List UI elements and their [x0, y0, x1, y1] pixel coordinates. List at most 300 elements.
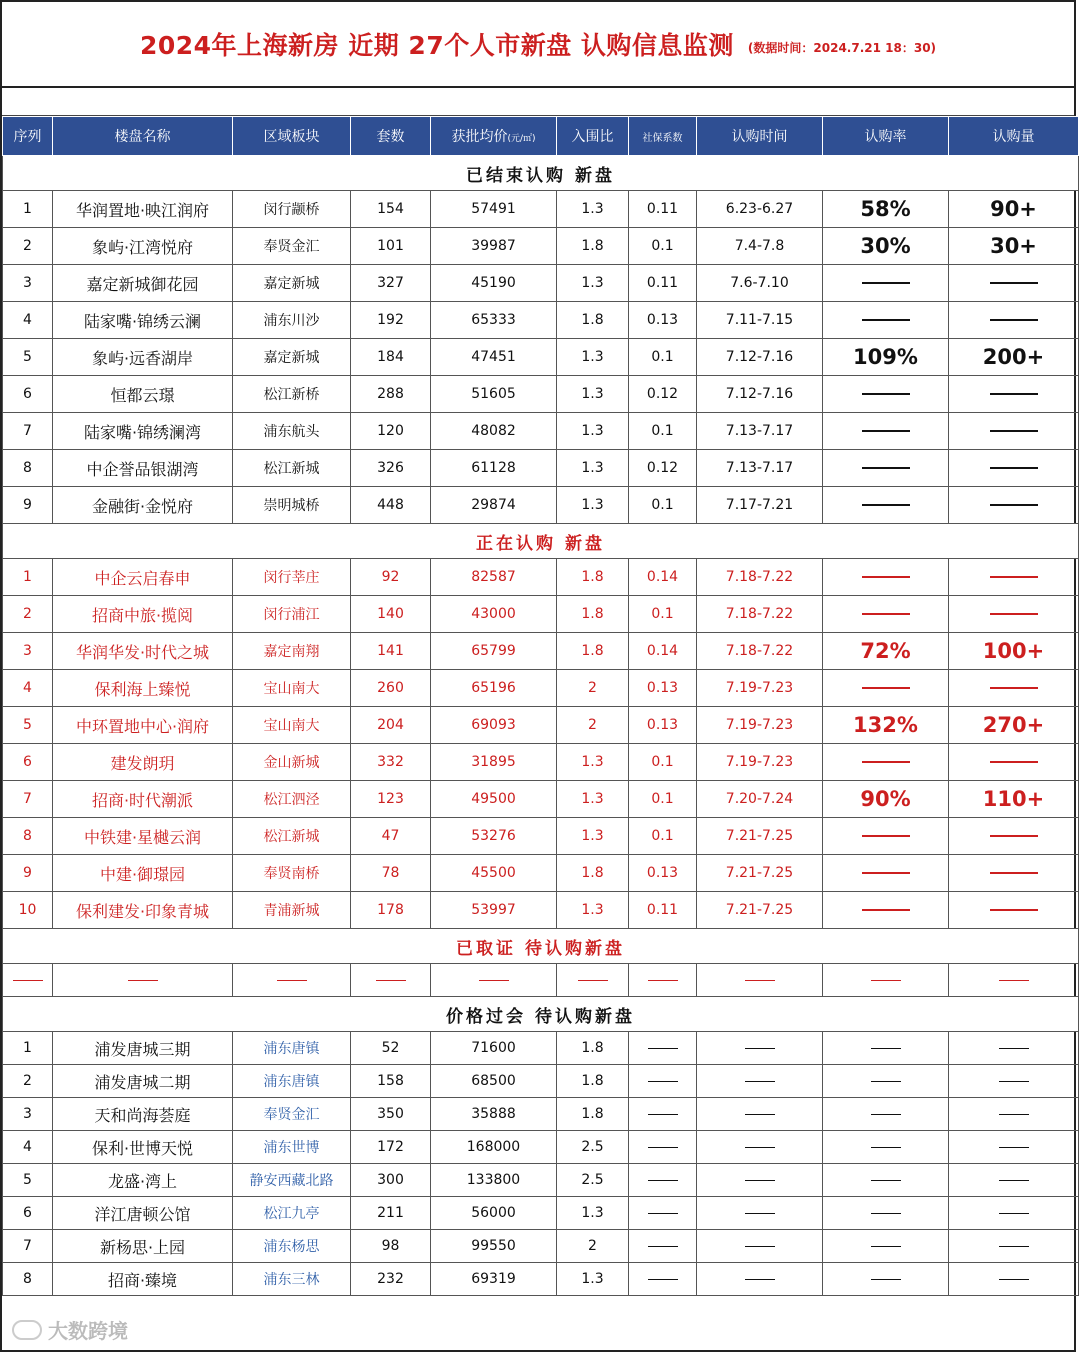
row-index: 8 — [3, 450, 53, 487]
project-price: 57491 — [431, 191, 557, 228]
project-volume — [949, 450, 1079, 487]
data-time: (数据时间：2024.7.21 18：30) — [747, 40, 937, 55]
project-volume — [949, 413, 1079, 450]
project-units: 448 — [351, 487, 431, 524]
project-name: 保利建发·印象青城 — [53, 892, 233, 929]
dash-mark — [999, 1246, 1029, 1247]
project-volume — [949, 818, 1079, 855]
project-name: 招商中旅·揽阅 — [53, 596, 233, 633]
project-rate — [823, 1263, 949, 1296]
project-price: 71600 — [431, 1032, 557, 1065]
dash-mark — [990, 319, 1038, 321]
watermark-text: 大数跨境 — [48, 1319, 128, 1343]
project-price: 61128 — [431, 450, 557, 487]
section-ended — [3, 156, 1079, 191]
row-index: 7 — [3, 1230, 53, 1263]
project-price: 69093 — [431, 707, 557, 744]
project-social: 0.12 — [629, 450, 697, 487]
project-rate — [823, 302, 949, 339]
table-row — [3, 818, 1079, 855]
row-index: 5 — [3, 1164, 53, 1197]
project-volume — [949, 1263, 1079, 1296]
project-price: 53276 — [431, 818, 557, 855]
project-area: 松江新城 — [233, 450, 351, 487]
project-name: 象屿·江湾悦府 — [53, 228, 233, 265]
project-social: 0.12 — [629, 376, 697, 413]
project-time: 7.21-7.25 — [697, 855, 823, 892]
project-price: 65196 — [431, 670, 557, 707]
empty-cell — [233, 964, 351, 997]
project-units: 47 — [351, 818, 431, 855]
project-area: 浦东世博 — [233, 1131, 351, 1164]
project-time — [697, 1164, 823, 1197]
row-index: 4 — [3, 302, 53, 339]
project-units: 204 — [351, 707, 431, 744]
project-volume: 90+ — [949, 191, 1079, 228]
project-time: 7.13-7.17 — [697, 450, 823, 487]
row-index: 4 — [3, 1131, 53, 1164]
spacer-row — [2, 88, 1074, 116]
dash-mark — [871, 980, 901, 981]
project-rate — [823, 1098, 949, 1131]
col-volume: 认购量 — [949, 117, 1079, 156]
project-name: 陆家嘴·锦绣澜湾 — [53, 413, 233, 450]
project-ratio: 1.8 — [557, 1065, 629, 1098]
project-time: 7.20-7.24 — [697, 781, 823, 818]
project-name: 招商·时代潮派 — [53, 781, 233, 818]
project-price: 39987 — [431, 228, 557, 265]
project-rate — [823, 596, 949, 633]
dash-mark — [871, 1213, 901, 1214]
project-rate — [823, 413, 949, 450]
project-units: 288 — [351, 376, 431, 413]
project-name: 中建·御璟园 — [53, 855, 233, 892]
dash-mark — [990, 835, 1038, 837]
dash-mark — [999, 1114, 1029, 1115]
empty-cell — [431, 964, 557, 997]
project-rate — [823, 670, 949, 707]
row-index: 7 — [3, 781, 53, 818]
dash-mark — [862, 872, 910, 874]
project-rate — [823, 559, 949, 596]
project-name: 招商·臻境 — [53, 1263, 233, 1296]
project-social: 0.14 — [629, 559, 697, 596]
project-volume — [949, 596, 1079, 633]
row-index: 2 — [3, 1065, 53, 1098]
project-area: 浦东杨思 — [233, 1230, 351, 1263]
dash-mark — [376, 980, 406, 981]
project-rate: 72% — [823, 633, 949, 670]
row-index: 8 — [3, 818, 53, 855]
col-time: 认购时间 — [697, 117, 823, 156]
project-area: 浦东川沙 — [233, 302, 351, 339]
dash-mark — [862, 504, 910, 506]
project-units: 101 — [351, 228, 431, 265]
project-area: 浦东唐镇 — [233, 1032, 351, 1065]
project-units: 300 — [351, 1164, 431, 1197]
project-social — [629, 1131, 697, 1164]
table-row — [3, 1230, 1079, 1263]
project-volume: 110+ — [949, 781, 1079, 818]
col-social: 社保系数 — [629, 117, 697, 156]
project-price: 48082 — [431, 413, 557, 450]
project-name: 陆家嘴·锦绣云澜 — [53, 302, 233, 339]
project-units: 158 — [351, 1065, 431, 1098]
project-area: 松江泗泾 — [233, 781, 351, 818]
project-time: 7.13-7.17 — [697, 413, 823, 450]
project-time: 7.12-7.16 — [697, 376, 823, 413]
project-social: 0.13 — [629, 670, 697, 707]
empty-cell — [949, 964, 1079, 997]
col-price-main: 获批均价 — [451, 129, 508, 145]
table-row — [3, 228, 1079, 265]
project-ratio: 1.8 — [557, 633, 629, 670]
dash-mark — [990, 613, 1038, 615]
row-index: 3 — [3, 1098, 53, 1131]
project-social: 0.1 — [629, 596, 697, 633]
project-units: 232 — [351, 1263, 431, 1296]
project-rate — [823, 892, 949, 929]
dash-mark — [648, 1147, 678, 1148]
dash-mark — [871, 1048, 901, 1049]
dash-mark — [862, 319, 910, 321]
project-area: 宝山南大 — [233, 670, 351, 707]
project-social: 0.1 — [629, 228, 697, 265]
dash-mark — [862, 613, 910, 615]
dash-mark — [648, 1048, 678, 1049]
project-ratio: 1.8 — [557, 1032, 629, 1065]
project-price: 31895 — [431, 744, 557, 781]
dash-mark — [862, 576, 910, 578]
row-index: 3 — [3, 633, 53, 670]
project-time — [697, 1263, 823, 1296]
table-row — [3, 633, 1079, 670]
dash-mark — [871, 1081, 901, 1082]
dash-mark — [862, 430, 910, 432]
table-row — [3, 302, 1079, 339]
row-index: 6 — [3, 744, 53, 781]
dash-mark — [990, 687, 1038, 689]
project-social — [629, 1065, 697, 1098]
project-volume — [949, 744, 1079, 781]
project-area: 嘉定新城 — [233, 265, 351, 302]
dash-mark — [745, 980, 775, 981]
project-price: 51605 — [431, 376, 557, 413]
dash-mark — [648, 1180, 678, 1181]
col-ratio: 入围比 — [557, 117, 629, 156]
project-units: 172 — [351, 1131, 431, 1164]
project-time — [697, 1032, 823, 1065]
col-idx: 序列 — [3, 117, 53, 156]
project-rate — [823, 1065, 949, 1098]
project-price: 65333 — [431, 302, 557, 339]
project-ratio: 2.5 — [557, 1164, 629, 1197]
project-area: 奉贤南桥 — [233, 855, 351, 892]
project-ratio: 1.3 — [557, 265, 629, 302]
project-ratio: 1.3 — [557, 1263, 629, 1296]
project-time: 7.21-7.25 — [697, 818, 823, 855]
project-price: 168000 — [431, 1131, 557, 1164]
project-time: 6.23-6.27 — [697, 191, 823, 228]
project-units: 52 — [351, 1032, 431, 1065]
project-volume — [949, 1098, 1079, 1131]
project-rate: 132% — [823, 707, 949, 744]
project-ratio: 1.3 — [557, 744, 629, 781]
project-name: 洋江唐顿公馆 — [53, 1197, 233, 1230]
project-volume — [949, 1197, 1079, 1230]
project-area: 松江九亭 — [233, 1197, 351, 1230]
project-name: 中企云启春申 — [53, 559, 233, 596]
project-ratio: 1.8 — [557, 559, 629, 596]
project-volume — [949, 302, 1079, 339]
dash-mark — [648, 980, 678, 981]
project-area: 金山新城 — [233, 744, 351, 781]
project-volume — [949, 1032, 1079, 1065]
project-area: 静安西藏北路 — [233, 1164, 351, 1197]
project-units: 192 — [351, 302, 431, 339]
table-row — [3, 559, 1079, 596]
empty-cell — [697, 964, 823, 997]
project-ratio: 1.3 — [557, 191, 629, 228]
project-price: 35888 — [431, 1098, 557, 1131]
project-units: 326 — [351, 450, 431, 487]
dash-mark — [745, 1279, 775, 1280]
project-rate: 30% — [823, 228, 949, 265]
project-name: 象屿·远香湖岸 — [53, 339, 233, 376]
project-rate: 109% — [823, 339, 949, 376]
project-volume: 100+ — [949, 633, 1079, 670]
table-row — [3, 781, 1079, 818]
project-price: 65799 — [431, 633, 557, 670]
project-area: 崇明城桥 — [233, 487, 351, 524]
project-area: 闵行莘庄 — [233, 559, 351, 596]
project-ratio: 2 — [557, 1230, 629, 1263]
dash-mark — [990, 909, 1038, 911]
project-price: 56000 — [431, 1197, 557, 1230]
dash-mark — [745, 1180, 775, 1181]
col-name: 楼盘名称 — [53, 117, 233, 156]
project-area: 闵行浦江 — [233, 596, 351, 633]
project-name: 中铁建·星樾云润 — [53, 818, 233, 855]
table-row — [3, 1098, 1079, 1131]
project-area: 奉贤金汇 — [233, 228, 351, 265]
project-volume — [949, 487, 1079, 524]
table-row — [3, 1065, 1079, 1098]
table-row — [3, 413, 1079, 450]
project-time: 7.18-7.22 — [697, 596, 823, 633]
project-time: 7.11-7.15 — [697, 302, 823, 339]
dash-mark — [128, 980, 158, 981]
project-ratio: 1.3 — [557, 818, 629, 855]
dash-mark — [999, 1147, 1029, 1148]
project-units: 350 — [351, 1098, 431, 1131]
project-rate — [823, 1164, 949, 1197]
project-social — [629, 1032, 697, 1065]
project-social: 0.14 — [629, 633, 697, 670]
col-price-unit: (元/㎡) — [507, 134, 536, 144]
section-price-passed — [3, 997, 1079, 1032]
project-rate — [823, 376, 949, 413]
dash-mark — [745, 1114, 775, 1115]
project-area: 浦东唐镇 — [233, 1065, 351, 1098]
table-row — [3, 670, 1079, 707]
dash-mark — [13, 980, 43, 981]
dash-mark — [990, 282, 1038, 284]
dash-mark — [999, 1279, 1029, 1280]
section-certified-label: 已取证 待认购新盘 — [3, 929, 1079, 964]
project-area: 青浦新城 — [233, 892, 351, 929]
dash-mark — [862, 393, 910, 395]
project-ratio: 1.8 — [557, 855, 629, 892]
row-index: 2 — [3, 596, 53, 633]
row-index: 6 — [3, 376, 53, 413]
project-name: 天和尚海荟庭 — [53, 1098, 233, 1131]
project-time: 7.19-7.23 — [697, 670, 823, 707]
table-row — [3, 1197, 1079, 1230]
project-price: 45500 — [431, 855, 557, 892]
project-name: 龙盛·湾上 — [53, 1164, 233, 1197]
col-units: 套数 — [351, 117, 431, 156]
table-row — [3, 1164, 1079, 1197]
project-area: 奉贤金汇 — [233, 1098, 351, 1131]
project-volume — [949, 892, 1079, 929]
project-name: 金融街·金悦府 — [53, 487, 233, 524]
project-social — [629, 1197, 697, 1230]
project-time: 7.19-7.23 — [697, 744, 823, 781]
project-name: 浦发唐城三期 — [53, 1032, 233, 1065]
project-name: 嘉定新城御花园 — [53, 265, 233, 302]
project-ratio: 1.3 — [557, 892, 629, 929]
project-area: 松江新桥 — [233, 376, 351, 413]
dash-mark — [990, 504, 1038, 506]
project-area: 浦东航头 — [233, 413, 351, 450]
dash-mark — [648, 1246, 678, 1247]
project-rate — [823, 487, 949, 524]
dash-mark — [999, 1081, 1029, 1082]
dash-mark — [862, 835, 910, 837]
project-social: 0.11 — [629, 892, 697, 929]
project-time: 7.12-7.16 — [697, 339, 823, 376]
project-units: 123 — [351, 781, 431, 818]
project-price: 29874 — [431, 487, 557, 524]
empty-cell — [351, 964, 431, 997]
project-volume — [949, 1164, 1079, 1197]
row-index: 8 — [3, 1263, 53, 1296]
dash-mark — [990, 872, 1038, 874]
dash-mark — [871, 1114, 901, 1115]
row-index: 6 — [3, 1197, 53, 1230]
section-price-passed-label: 价格过会 待认购新盘 — [3, 997, 1079, 1032]
dash-mark — [862, 909, 910, 911]
watermark — [12, 1315, 128, 1344]
section-ongoing — [3, 524, 1079, 559]
project-name: 浦发唐城二期 — [53, 1065, 233, 1098]
dash-mark — [990, 467, 1038, 469]
dash-mark — [745, 1147, 775, 1148]
project-name: 保利·世博天悦 — [53, 1131, 233, 1164]
dash-mark — [648, 1279, 678, 1280]
table-row — [3, 1131, 1079, 1164]
section-certified — [3, 929, 1079, 964]
dash-mark — [999, 1048, 1029, 1049]
project-units: 184 — [351, 339, 431, 376]
project-ratio: 2 — [557, 670, 629, 707]
project-area: 闵行颛桥 — [233, 191, 351, 228]
project-units: 332 — [351, 744, 431, 781]
project-social: 0.1 — [629, 487, 697, 524]
table-row — [3, 596, 1079, 633]
project-rate — [823, 1032, 949, 1065]
project-social: 0.13 — [629, 707, 697, 744]
project-price: 68500 — [431, 1065, 557, 1098]
project-social: 0.13 — [629, 302, 697, 339]
row-index: 7 — [3, 413, 53, 450]
project-units: 178 — [351, 892, 431, 929]
project-area: 浦东三林 — [233, 1263, 351, 1296]
project-ratio: 1.8 — [557, 228, 629, 265]
project-units: 211 — [351, 1197, 431, 1230]
project-units: 154 — [351, 191, 431, 228]
project-units: 141 — [351, 633, 431, 670]
project-units: 140 — [351, 596, 431, 633]
row-index: 3 — [3, 265, 53, 302]
section-ended-label: 已结束认购 新盘 — [3, 156, 1079, 191]
project-volume: 200+ — [949, 339, 1079, 376]
project-volume — [949, 376, 1079, 413]
project-social — [629, 1098, 697, 1131]
table-row — [3, 487, 1079, 524]
table-row — [3, 339, 1079, 376]
project-time: 7.21-7.25 — [697, 892, 823, 929]
project-rate — [823, 855, 949, 892]
dash-mark — [648, 1081, 678, 1082]
project-social — [629, 1263, 697, 1296]
row-index: 10 — [3, 892, 53, 929]
project-ratio: 1.3 — [557, 413, 629, 450]
project-price: 49500 — [431, 781, 557, 818]
project-price: 47451 — [431, 339, 557, 376]
empty-cell — [557, 964, 629, 997]
project-price: 133800 — [431, 1164, 557, 1197]
project-area: 松江新城 — [233, 818, 351, 855]
dash-mark — [578, 980, 608, 981]
table-row — [3, 265, 1079, 302]
dash-mark — [871, 1147, 901, 1148]
dash-mark — [990, 576, 1038, 578]
project-volume — [949, 1065, 1079, 1098]
project-social: 0.11 — [629, 191, 697, 228]
table-row — [3, 450, 1079, 487]
row-index: 5 — [3, 707, 53, 744]
dash-mark — [999, 1180, 1029, 1181]
project-time — [697, 1131, 823, 1164]
project-ratio: 1.3 — [557, 781, 629, 818]
project-volume: 30+ — [949, 228, 1079, 265]
project-time — [697, 1098, 823, 1131]
row-index: 1 — [3, 559, 53, 596]
row-index: 9 — [3, 487, 53, 524]
dash-mark — [277, 980, 307, 981]
dash-mark — [648, 1114, 678, 1115]
dash-mark — [999, 1213, 1029, 1214]
project-name: 华润置地·映江润府 — [53, 191, 233, 228]
project-social — [629, 1164, 697, 1197]
project-price: 53997 — [431, 892, 557, 929]
project-ratio: 1.3 — [557, 376, 629, 413]
subscription-table — [2, 116, 1079, 1296]
table-row — [3, 191, 1079, 228]
project-rate — [823, 1230, 949, 1263]
